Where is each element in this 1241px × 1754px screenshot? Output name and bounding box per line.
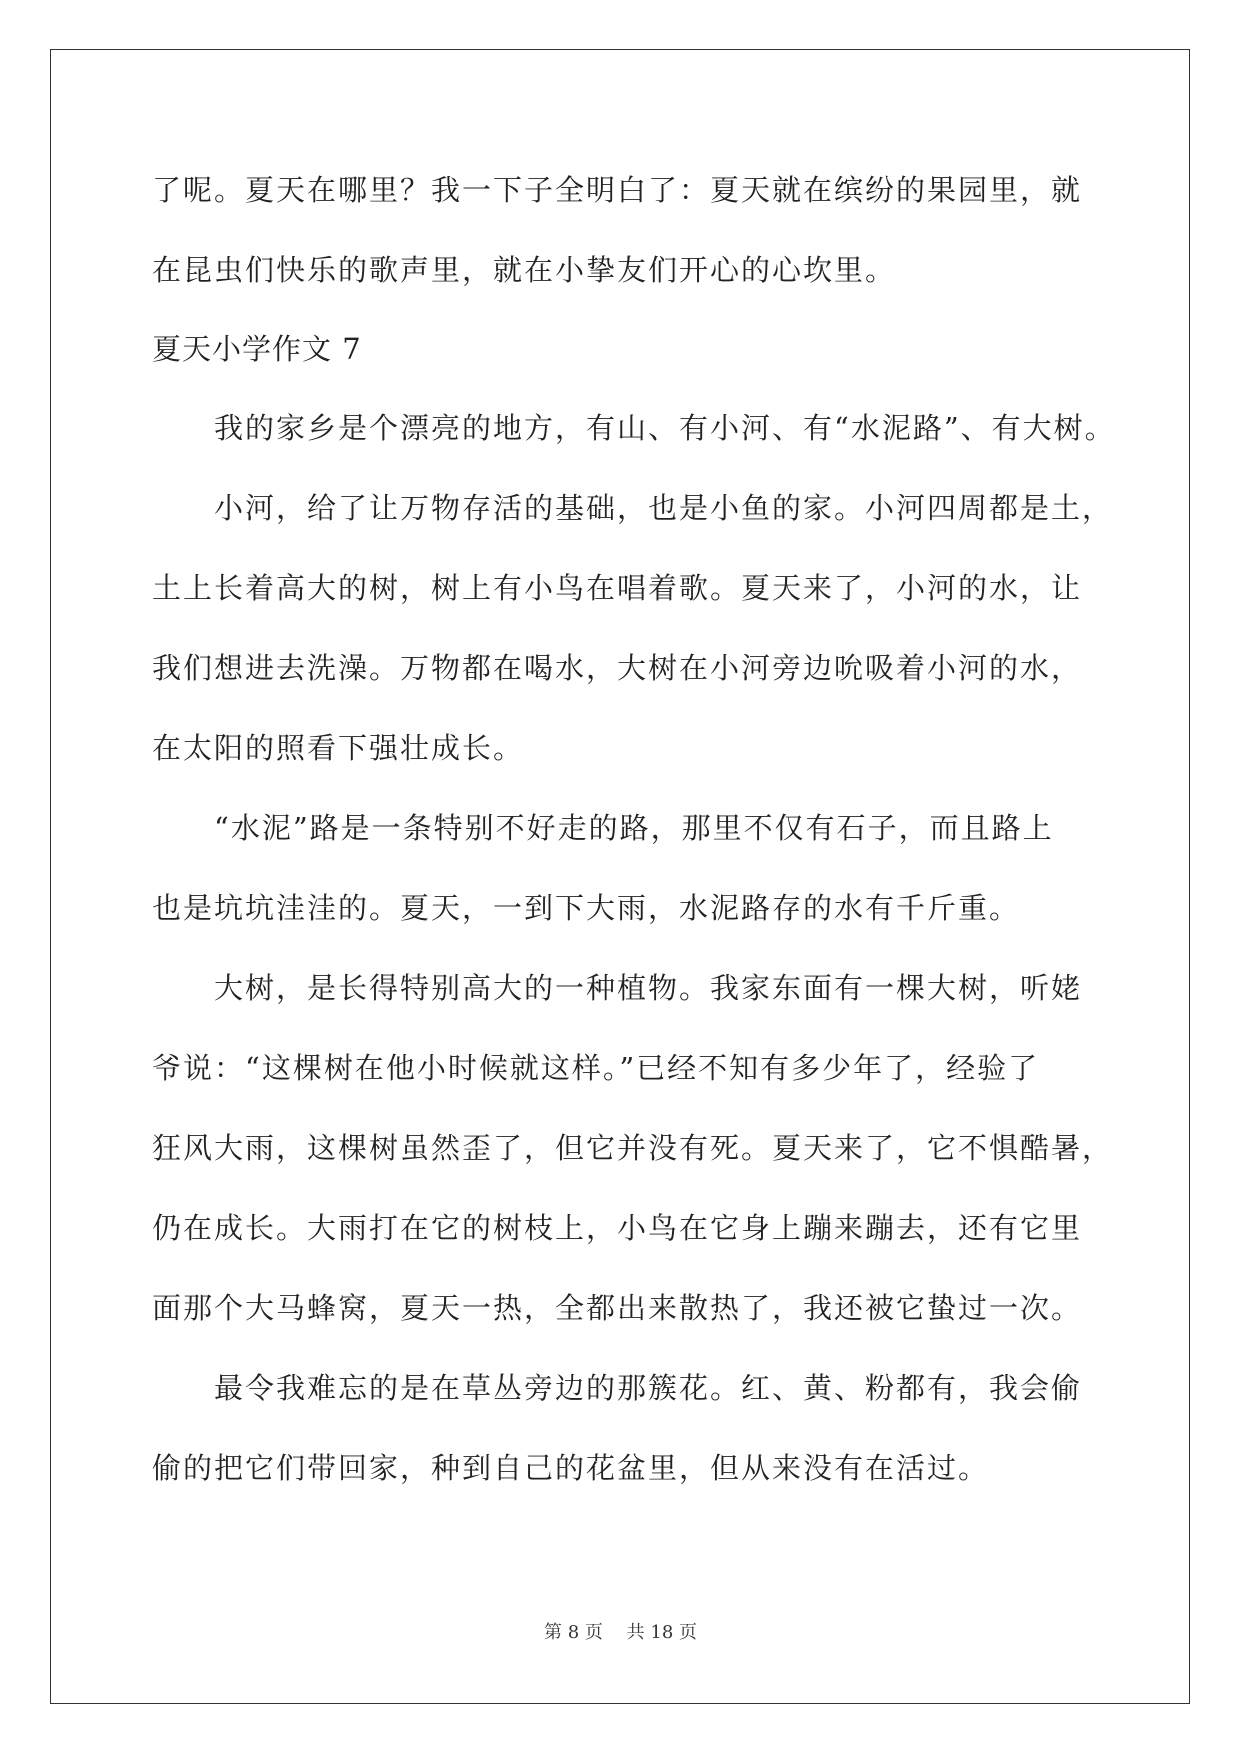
- text-line: 偷的把它们带回家，种到自己的花盆里，但从来没有在活过。: [152, 1451, 990, 1485]
- text-line: 也是坑坑洼洼的。夏天，一到下大雨，水泥路存的水有千斤重。: [152, 891, 1021, 925]
- text-line: 面那个大马蜂窝，夏天一热，全都出来散热了，我还被它蛰过一次。: [152, 1291, 1083, 1325]
- page-number: 第 8 页: [544, 1622, 603, 1643]
- text-line: 小河，给了让万物存活的基础，也是小鱼的家。小河四周都是土，: [214, 491, 1114, 525]
- text-line: 我的家乡是个漂亮的地方，有山、有小河、有“水泥路”、有大树。: [214, 411, 1116, 445]
- text-line: 在昆虫们快乐的歌声里，就在小挚友们开心的心坎里。: [152, 253, 897, 287]
- text-line: 土上长着高大的树，树上有小鸟在唱着歌。夏天来了，小河的水，让: [152, 571, 1083, 605]
- text-line: “水泥”路是一条特别不好走的路，那里不仅有石子，而且路上: [214, 811, 1054, 845]
- text-line: 了呢。夏天在哪里？我一下子全明白了：夏天就在缤纷的果园里，就: [152, 173, 1083, 207]
- text-line: 在太阳的照看下强壮成长。: [152, 731, 525, 765]
- text-line: 爷说：“这棵树在他小时候就这样。”已经不知有多少年了，经验了: [152, 1051, 1040, 1085]
- essay-title: 夏天小学作文 7: [152, 332, 362, 366]
- text-line: 最令我难忘的是在草丛旁边的那簇花。红、黄、粉都有，我会偷: [214, 1371, 1083, 1405]
- page-footer: [0, 1618, 1241, 1644]
- document-body: [152, 150, 1116, 1508]
- text-line: 大树，是长得特别高大的一种植物。我家东面有一棵大树，听姥: [214, 971, 1083, 1005]
- text-line: 仍在成长。大雨打在它的树枝上，小鸟在它身上蹦来蹦去，还有它里: [152, 1211, 1083, 1245]
- text-line: 我们想进去洗澡。万物都在喝水，大树在小河旁边吮吸着小河的水，: [152, 651, 1083, 685]
- text-line: 狂风大雨，这棵树虽然歪了，但它并没有死。夏天来了，它不惧酷暑，: [152, 1131, 1114, 1165]
- page-total: 共 18 页: [626, 1622, 697, 1643]
